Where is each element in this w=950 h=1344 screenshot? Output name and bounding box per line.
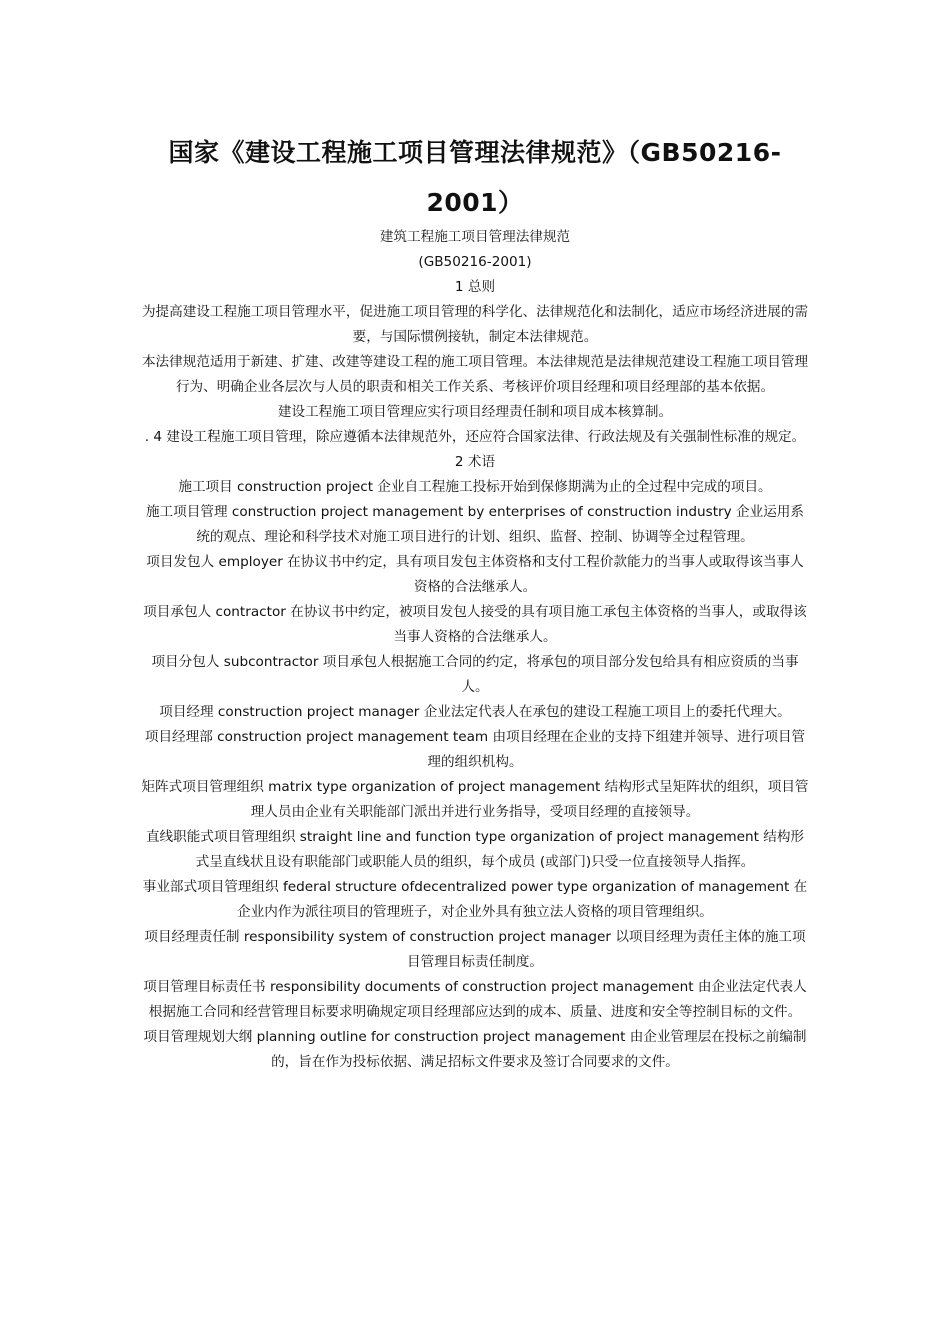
paragraph-subtitle: 建筑工程施工项目管理法律规范 [379,229,571,245]
term-definition: 项目发包人 employer 在协议书中约定，具有项目发包主体资格和支付工程价款能力的当事人或取得该当事人资格的合法继承人。 [146,554,804,595]
paragraph: 为提高建设工程施工项目管理水平，促进施工项目管理的科学化、法律规范化和法制化，适应市场经济进展的需要，与国际惯例接轨，制定本法律规范。 [141,304,809,345]
paragraph: . 4 建设工程施工项目管理，除应遵循本法律规范外，还应符合国家法律、行政法规及有关强制性标准的规定。 [144,429,806,445]
paragraph: 建设工程施工项目管理应实行项目经理责任制和项目成本核算制。 [277,404,673,420]
term-definition: 项目管理目标责任书 responsibility documents of construction project management 由企业法定代表人根据施工合同和经营管理目标要求明确规定项目经理部应达到的成本、质量、进度和安全等控制目标的文件。 [143,979,807,1020]
term-definition: 项目分包人 subcontractor 项目承包人根据施工合同的约定，将承包的项目部分发包给具有相应资质的当事人。 [151,654,799,695]
paragraph: 本法律规范适用于新建、扩建、改建等建设工程的施工项目管理。本法律规范是法律规范建设工程施工项目管理行为、明确企业各层次与人员的职责和相关工作关系、考核评价项目经理和项目经理部的基本依据。 [141,354,809,395]
term-definition: 施工项目管理 construction project management by enterprises of construction industry 企业运用系统的观点、理论和科学技术对施工项目进行的计划、组织、监督、控制、协调等全过程管理。 [146,504,804,545]
paragraph-standard-code: (GB50216-2001) [418,254,532,270]
term-definition: 施工项目 construction project 企业自工程施工投标开始到保修期满为止的全过程中完成的项目。 [178,479,772,495]
term-definition: 项目经理责任制 responsibility system of construction project manager 以项目经理为责任主体的施工项目管理目标责任制度。 [144,929,806,970]
section-heading-general: 1 总则 [454,279,496,295]
document-body [140,225,810,1075]
document-title: 国家《建设工程施工项目管理法律规范》（GB50216-2001） [168,138,782,217]
term-definition: 项目经理部 construction project management team 由项目经理在企业的支持下组建并领导、进行项目管理的组织机构。 [144,729,806,770]
section-heading-terms: 2 术语 [454,454,496,470]
term-definition: 直线职能式项目管理组织 straight line and function type organization of project management 结构形式呈直线状且设有职能部门或职能人员的组织，每个成员 (或部门)只受一位直接领导人指挥。 [145,829,805,870]
term-definition: 事业部式项目管理组织 federal structure ofdecentralized power type organization of management 在企业内作为派往项目的管理班子，对企业外具有独立法人资格的项目管理组织。 [142,879,808,920]
term-definition: 项目承包人 contractor 在协议书中约定，被项目发包人接受的具有项目施工承包主体资格的当事人，或取得该当事人资格的合法继承人。 [143,604,807,645]
term-definition: 矩阵式项目管理组织 matrix type organization of project management 结构形式呈矩阵状的组织，项目管理人员由企业有关职能部门派出并进行业务指导，受项目经理的直接领导。 [141,779,809,820]
term-definition: 项目经理 construction project manager 企业法定代表人在承包的建设工程施工项目上的委托代理大。 [159,704,791,720]
term-definition: 项目管理规划大纲 planning outline for construction project management 由企业管理层在投标之前编制的，旨在作为投标依据、满足招标文件要求及签订合同要求的文件。 [143,1029,807,1070]
